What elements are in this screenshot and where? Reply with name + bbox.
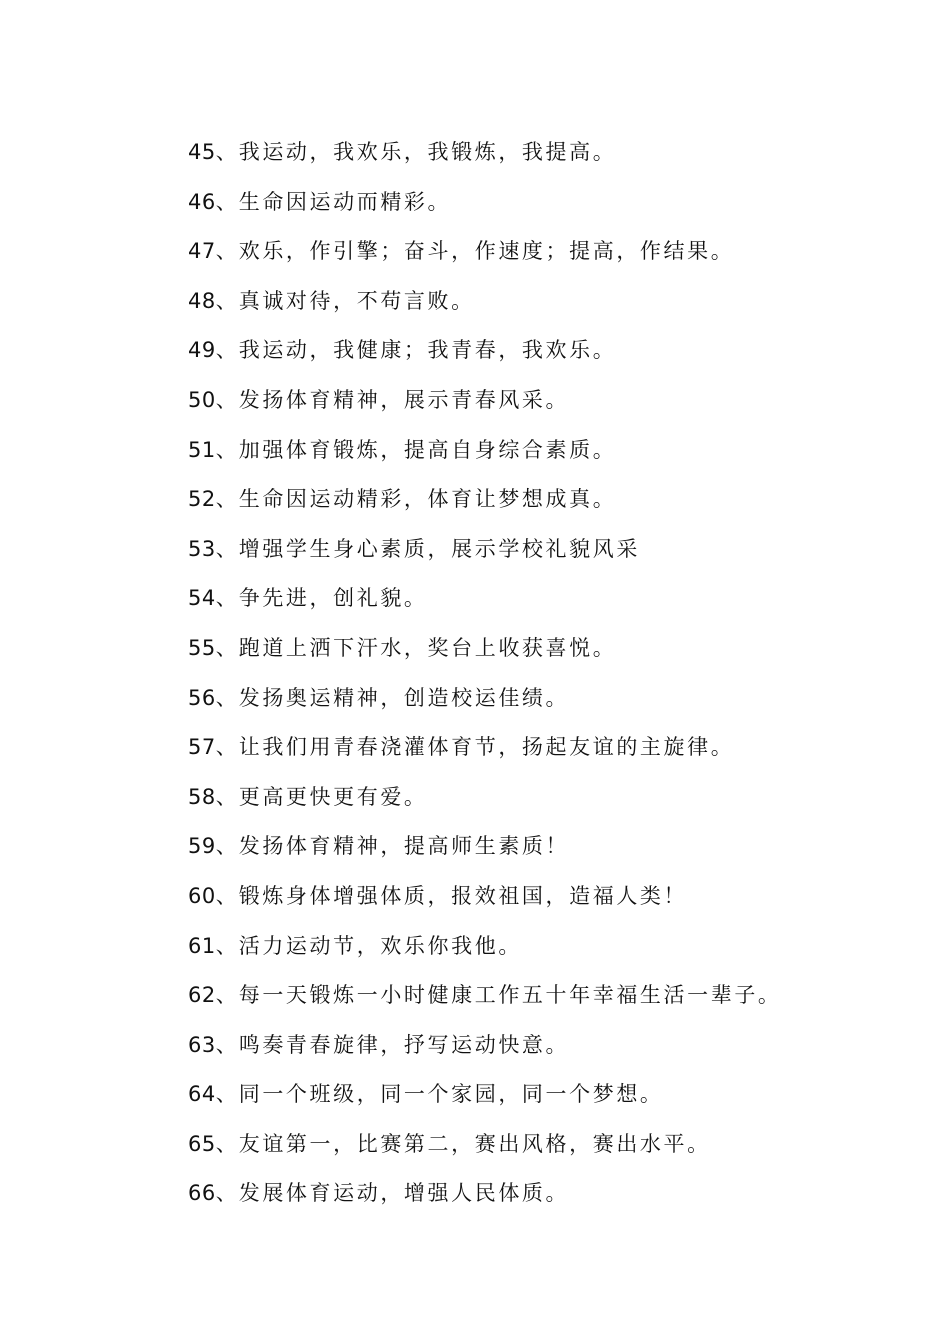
- list-item: [188, 434, 782, 484]
- item-separator: 、: [215, 338, 237, 363]
- list-item: [188, 533, 782, 583]
- item-text: 加强体育锻炼，提高自身综合素质。: [238, 437, 617, 462]
- list-item: [188, 384, 782, 434]
- item-number: 51: [188, 437, 216, 462]
- list-item: [188, 979, 782, 1029]
- list-item: [188, 582, 782, 632]
- item-separator: 、: [215, 883, 237, 908]
- item-text: 活力运动节，欢乐你我他。: [238, 933, 522, 958]
- item-text: 发扬体育精神，展示青春风采。: [238, 387, 570, 412]
- item-number: 55: [188, 635, 216, 660]
- item-number: 61: [188, 933, 216, 958]
- item-number: 45: [188, 140, 216, 164]
- item-number: 49: [188, 338, 216, 363]
- item-text: 欢乐，作引擎；奋斗，作速度；提高，作结果。: [238, 239, 735, 264]
- list-item: [188, 235, 782, 285]
- item-separator: 、: [215, 140, 237, 164]
- item-text: 增强学生身心素质，展示学校礼貌风采: [238, 536, 640, 561]
- item-separator: 、: [215, 1082, 237, 1107]
- item-separator: 、: [215, 487, 237, 512]
- item-separator: 、: [215, 983, 237, 1008]
- list-item: [188, 1078, 782, 1128]
- list-item: [188, 186, 782, 236]
- item-text: 发扬奥运精神，创造校运佳绩。: [238, 685, 570, 710]
- item-text: 同一个班级，同一个家园，同一个梦想。: [238, 1082, 664, 1107]
- item-text: 更高更快更有爱。: [238, 784, 428, 809]
- item-number: 48: [188, 288, 216, 313]
- item-separator: 、: [215, 536, 237, 561]
- item-number: 65: [188, 1131, 216, 1156]
- slogan-list: [188, 136, 782, 1227]
- item-text: 我运动，我健康；我青春，我欢乐。: [238, 338, 617, 363]
- list-item: [188, 334, 782, 384]
- list-item: [188, 731, 782, 781]
- item-text: 生命因运动而精彩。: [238, 189, 452, 214]
- item-number: 57: [188, 735, 216, 760]
- item-separator: 、: [215, 387, 237, 412]
- list-item: [188, 880, 782, 930]
- item-separator: 、: [215, 685, 237, 710]
- item-separator: 、: [215, 1032, 237, 1057]
- item-separator: 、: [215, 784, 237, 809]
- item-separator: 、: [215, 933, 237, 958]
- item-number: 53: [188, 536, 216, 561]
- item-separator: 、: [215, 288, 237, 313]
- item-number: 62: [188, 983, 216, 1008]
- item-number: 59: [188, 834, 216, 859]
- item-separator: 、: [215, 586, 237, 611]
- item-text: 发展体育运动，增强人民体质。: [238, 1181, 570, 1206]
- item-text: 真诚对待，不苟言败。: [238, 288, 475, 313]
- item-text: 发扬体育精神，提高师生素质！: [238, 834, 570, 859]
- item-number: 58: [188, 784, 216, 809]
- item-separator: 、: [215, 239, 237, 264]
- item-text: 争先进，创礼貌。: [238, 586, 428, 611]
- item-text: 每一天锻炼一小时健康工作五十年幸福生活一辈子。: [238, 983, 782, 1008]
- item-number: 64: [188, 1082, 216, 1107]
- item-text: 让我们用青春浇灌体育节，扬起友谊的主旋律。: [238, 735, 735, 760]
- list-item: [188, 483, 782, 533]
- item-number: 60: [188, 883, 216, 908]
- item-separator: 、: [215, 437, 237, 462]
- list-item: [188, 930, 782, 980]
- item-separator: 、: [215, 735, 237, 760]
- item-number: 54: [188, 586, 216, 611]
- list-item: [188, 1029, 782, 1079]
- item-number: 56: [188, 685, 216, 710]
- item-number: 46: [188, 189, 216, 214]
- item-text: 友谊第一，比赛第二，赛出风格，赛出水平。: [238, 1131, 711, 1156]
- list-item: [188, 1177, 782, 1227]
- item-number: 52: [188, 487, 216, 512]
- item-separator: 、: [215, 189, 237, 214]
- item-separator: 、: [215, 1131, 237, 1156]
- item-number: 50: [188, 387, 216, 412]
- item-text: 鸣奏青春旋律，抒写运动快意。: [238, 1032, 570, 1057]
- item-text: 生命因运动精彩，体育让梦想成真。: [238, 487, 617, 512]
- item-text: 跑道上洒下汗水，奖台上收获喜悦。: [238, 635, 617, 660]
- list-item: [188, 781, 782, 831]
- item-number: 47: [188, 239, 216, 264]
- item-number: 63: [188, 1032, 216, 1057]
- list-item: [188, 1128, 782, 1178]
- list-item: [188, 285, 782, 335]
- item-separator: 、: [215, 834, 237, 859]
- item-text: 锻炼身体增强体质，报效祖国，造福人类！: [238, 883, 688, 908]
- list-item: [188, 682, 782, 732]
- item-separator: 、: [215, 1181, 237, 1206]
- item-number: 66: [188, 1181, 216, 1206]
- item-text: 我运动，我欢乐，我锻炼，我提高。: [238, 140, 617, 164]
- item-separator: 、: [215, 635, 237, 660]
- list-item: [188, 136, 782, 186]
- list-item: [188, 830, 782, 880]
- list-item: [188, 632, 782, 682]
